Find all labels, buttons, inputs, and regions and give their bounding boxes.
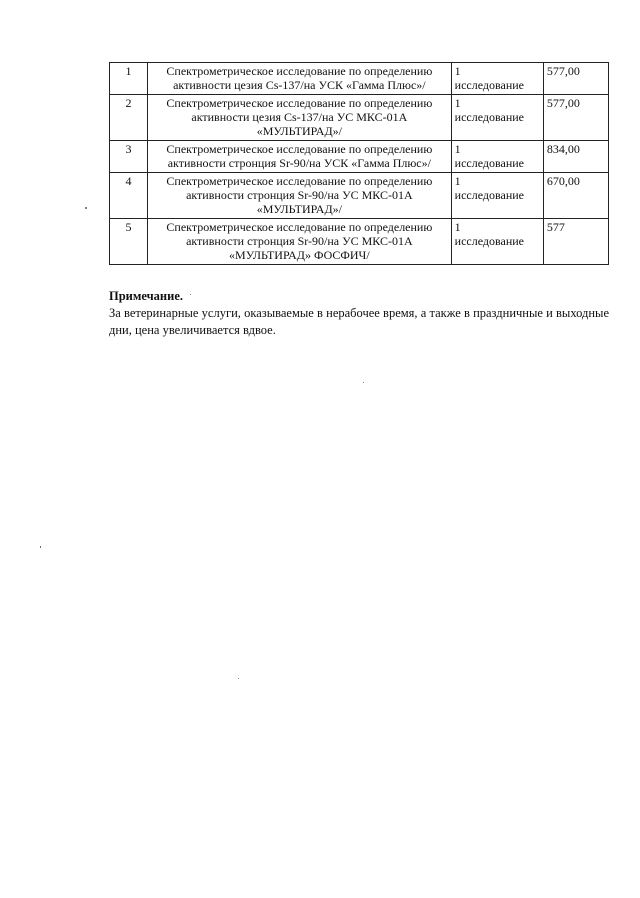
note-text: За ветеринарные услуги, оказываемые в нерабочее время, а также в праздничные и выходные дни, цена увеличивается вдвое. — [109, 306, 609, 337]
unit-quantity: 1 — [454, 96, 461, 110]
unit-quantity: 1 — [454, 174, 461, 188]
price-table — [109, 62, 609, 265]
scan-speck — [40, 546, 41, 548]
service-description: Спектрометрическое исследование по определению активности стронция Sr-90/на УСК «Гамма Плюс»/ — [148, 141, 452, 173]
table-row — [110, 63, 609, 95]
table-row — [110, 219, 609, 265]
unit-quantity: 1 — [454, 220, 461, 234]
price-value: 577,00 — [543, 63, 608, 95]
row-number: 1 — [110, 63, 148, 95]
service-description: Спектрометрическое исследование по определению активности стронция Sr-90/на УС МКС-01А «МУЛЬТИРАД» ФОСФИЧ/ — [148, 219, 452, 265]
service-description: Спектрометрическое исследование по определению активности цезия Cs-137/на УС МКС-01А «МУЛЬТИРАД»/ — [148, 95, 452, 141]
table-row — [110, 95, 609, 141]
price-value: 577,00 — [543, 95, 608, 141]
scan-speck — [85, 207, 87, 209]
note-title: Примечание. — [109, 289, 184, 303]
unit-quantity: 1 — [454, 64, 461, 78]
unit-cell — [451, 141, 543, 173]
unit-name: исследование — [454, 110, 524, 124]
scan-speck — [238, 678, 239, 679]
unit-cell — [451, 63, 543, 95]
row-number: 4 — [110, 173, 148, 219]
unit-quantity: 1 — [454, 142, 461, 156]
unit-cell — [451, 95, 543, 141]
row-number: 5 — [110, 219, 148, 265]
unit-cell — [451, 173, 543, 219]
table-row — [110, 141, 609, 173]
unit-cell — [451, 219, 543, 265]
scan-speck — [190, 294, 191, 295]
scan-speck — [363, 382, 364, 383]
unit-name: исследование — [454, 78, 524, 92]
service-description: Спектрометрическое исследование по определению активности стронция Sr-90/на УС МКС-01А «МУЛЬТИРАД»/ — [148, 173, 452, 219]
price-value: 834,00 — [543, 141, 608, 173]
price-value: 577 — [543, 219, 608, 265]
service-description: Спектрометрическое исследование по определению активности цезия Cs-137/на УСК «Гамма Плюс»/ — [148, 63, 452, 95]
note-section — [109, 288, 609, 339]
unit-name: исследование — [454, 234, 524, 248]
table-row — [110, 173, 609, 219]
unit-name: исследование — [454, 156, 524, 170]
row-number: 3 — [110, 141, 148, 173]
price-value: 670,00 — [543, 173, 608, 219]
row-number: 2 — [110, 95, 148, 141]
unit-name: исследование — [454, 188, 524, 202]
